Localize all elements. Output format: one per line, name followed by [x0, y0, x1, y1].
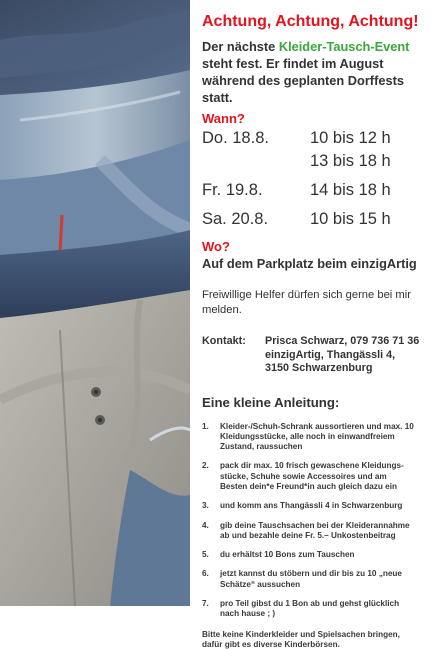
date-row: [202, 180, 438, 201]
where-label: Wo?: [202, 239, 230, 254]
step-line: du erhältst 10 Bons zum Tauschen: [220, 550, 355, 560]
step-number: 7.: [202, 599, 209, 609]
step-text: [220, 521, 438, 542]
step-text: [220, 461, 438, 492]
dates-list: [202, 128, 438, 230]
step-line: nach hause ; ): [220, 609, 276, 619]
event-name: Kleider-Tausch-Event: [278, 39, 410, 54]
helpers-line-1: Freiwillige Helfer dürfen sich gerne bei mir: [202, 289, 411, 301]
step-line: Besten dein*e Freund*in auch gleich dazu ein: [220, 481, 397, 491]
step-line: Schätze“ aussuchen: [220, 579, 301, 589]
step-line: und komm ans Thangässli 4 in Schwarzenburg: [220, 501, 403, 511]
date-row: [202, 209, 438, 230]
contact-line: 3150 Schwarzenburg: [265, 362, 373, 374]
step-line: ab und bezahle deine Fr. 5.– Unkostenbeitrag: [220, 530, 396, 540]
step-text: [220, 550, 438, 560]
step-text: [220, 599, 438, 620]
step-number: 5.: [202, 550, 209, 560]
list-item: [202, 569, 438, 590]
list-item: [202, 422, 438, 453]
when-label: Wann?: [202, 111, 245, 126]
contact-details: [265, 335, 419, 376]
date-row: [202, 128, 438, 149]
date-time: 13 bis 18 h: [310, 152, 391, 170]
date-time: 10 bis 15 h: [310, 210, 391, 228]
footer-line-2: dafür gibt es diverse Kinderbörsen.: [202, 639, 340, 649]
contact-line: Prisca Schwarz, 079 736 71 36: [265, 335, 420, 347]
contact-label: Kontakt:: [202, 335, 246, 347]
list-item: [202, 461, 438, 492]
list-item: [202, 501, 438, 511]
headline: Achtung, Achtung, Achtung!: [202, 13, 419, 30]
step-line: gib deine Tauschsachen bei der Kleiderannahme: [220, 520, 410, 530]
step-line: pro Teil gibst du 1 Bon ab und gehst glücklich: [220, 599, 400, 609]
date-time: 14 bis 18 h: [310, 181, 391, 199]
step-number: 4.: [202, 520, 209, 530]
step-line: Kleidungsstücke, alle noch in einwandfreiem: [220, 431, 395, 441]
step-text: [220, 569, 438, 590]
footer-note: [202, 630, 438, 650]
jeans-illustration: [0, 0, 190, 606]
step-line: Kleider-/Schuh-Schrank aussortieren und max. 10: [220, 421, 414, 431]
footer-line-1: Bitte keine Kinderkleider und Spielsachen bringen,: [202, 629, 400, 639]
date-day: [202, 151, 310, 172]
intro-line-3: während des geplanten Dorffests: [202, 73, 404, 88]
helpers-note: [202, 288, 438, 318]
contact-line: einzigArtig, Thangässli 4,: [265, 348, 396, 361]
step-number: 2.: [202, 461, 209, 471]
step-number: 6.: [202, 569, 209, 579]
list-item: [202, 521, 438, 542]
guide-title: Eine kleine Anleitung:: [202, 394, 340, 410]
step-line: pack dir max. 10 frisch gewaschene Kleidungs-: [220, 461, 404, 471]
contact-block: [202, 335, 438, 376]
step-text: [220, 422, 438, 453]
intro-text: [202, 38, 438, 106]
date-day: Fr. 19.8.: [202, 181, 263, 199]
step-line: Zustand, raussuchen: [220, 442, 303, 452]
helpers-line-2: melden.: [202, 304, 242, 316]
list-item: [202, 599, 438, 620]
date-day: Sa. 20.8.: [202, 210, 269, 228]
step-number: 1.: [202, 421, 209, 431]
date-time: 10 bis 12 h: [310, 129, 391, 147]
step-line: stücke, Schuhe sowie Accessoires und am: [220, 471, 387, 481]
jeans-stack-photo: [0, 0, 190, 606]
step-number: 3.: [202, 501, 209, 511]
intro-line-1: [202, 38, 438, 55]
step-line: jetzt kannst du stöbern und dir bis zu 10 „neue: [220, 569, 402, 579]
date-row: [202, 151, 438, 172]
steps-list: [202, 422, 438, 620]
list-item: [202, 550, 438, 560]
flyer-content: [202, 12, 438, 650]
date-day: Do. 18.8.: [202, 129, 269, 147]
intro-line-2: steht fest. Er findet im August: [202, 56, 384, 71]
step-text: [220, 501, 438, 511]
intro-prefix: Der nächste: [202, 39, 279, 54]
where-text: Auf dem Parkplatz beim einzigArtig: [202, 256, 417, 271]
intro-line-4: statt.: [202, 90, 233, 105]
